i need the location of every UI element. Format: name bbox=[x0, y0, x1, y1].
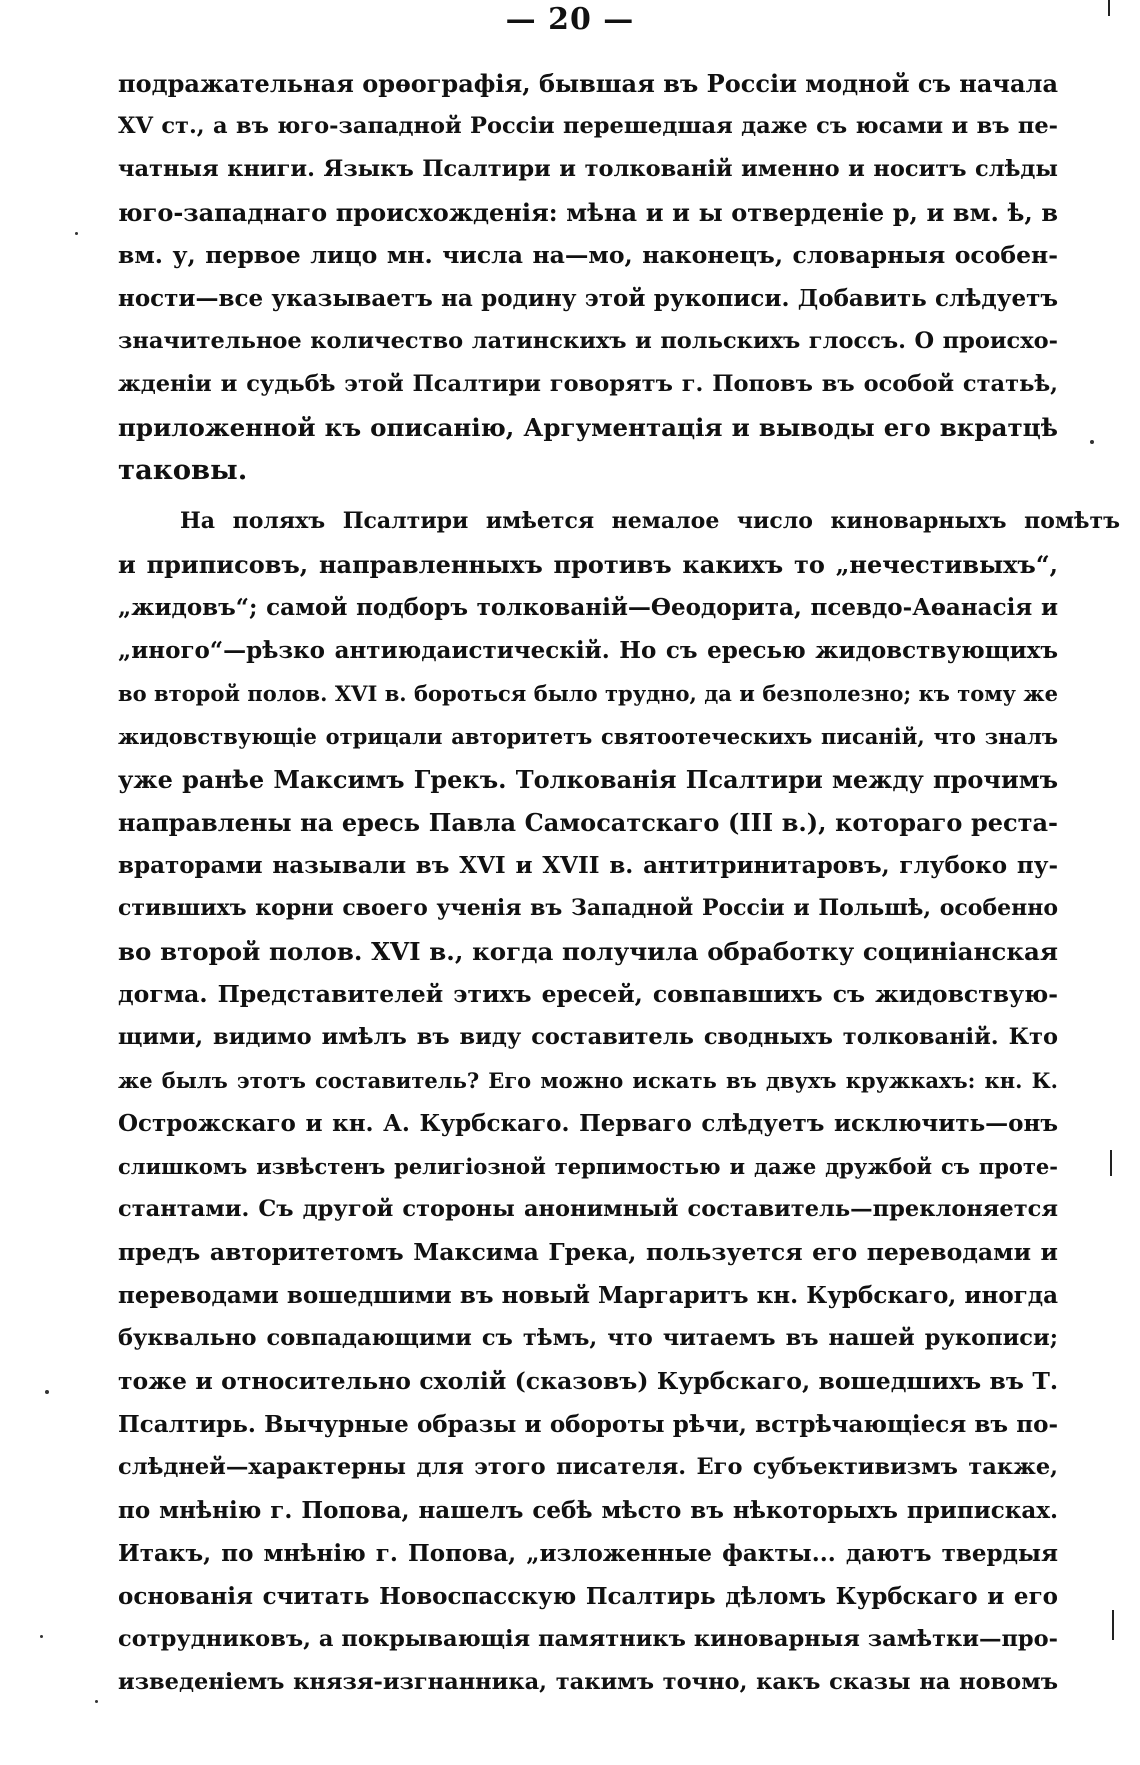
text-line: по мнѣнію г. Попова, нашелъ себѣ мѣсто въ нѣкоторыхъ приписках. bbox=[118, 1497, 1058, 1524]
scan-speck bbox=[40, 1635, 43, 1638]
scan-speck bbox=[75, 232, 78, 235]
text-line: во второй полов. XVI в. бороться было трудно, да и безполезно; къ тому же bbox=[118, 681, 1058, 706]
text-line: чатныя книги. Языкъ Псалтири и толкованій именно и носитъ слѣды bbox=[118, 156, 1058, 182]
text-line: слѣдней—характерны для этого писателя. Его субъективизмъ также, bbox=[118, 1454, 1058, 1480]
body-text bbox=[118, 62, 1120, 1704]
text-line: уже ранѣе Максимъ Грекъ. Толкованія Псалтири между прочимъ bbox=[118, 765, 1058, 794]
text-line: подражательная орѳографія, бывшая въ Россіи модной съ начала bbox=[118, 69, 1058, 98]
text-line: жденіи и судьбѣ этой Псалтири говорятъ г. Поповъ въ особой статьѣ, bbox=[118, 371, 1058, 397]
text-line: и приписовъ, направленныхъ противъ какихъ то „нечестивыхъ“, bbox=[118, 550, 1058, 579]
scan-speck bbox=[45, 1390, 49, 1394]
text-line: предъ авторитетомъ Максима Грека, пользуется его переводами и bbox=[118, 1238, 1058, 1266]
text-line: XV ст., а въ юго-западной Россіи перешедшая даже съ юсами и въ пе- bbox=[118, 113, 1058, 139]
scan-edge-mark bbox=[1112, 1610, 1114, 1640]
text-line: ности—все указываетъ на родину этой рукописи. Добавить слѣдуетъ bbox=[118, 285, 1058, 312]
scan-edge-mark bbox=[1108, 0, 1110, 16]
text-line: сотрудниковъ, а покрывающія памятникъ киноварныя замѣтки—про- bbox=[118, 1626, 1058, 1652]
text-line: тоже и относительно схолій (сказовъ) Курбскаго, вошедшихъ въ Т. bbox=[118, 1367, 1058, 1395]
text-line: значительное количество латинскихъ и польскихъ глоссъ. О происхо- bbox=[118, 328, 1058, 354]
text-line: стившихъ корни своего ученія въ Западной Россіи и Польшѣ, особенно bbox=[118, 895, 1058, 921]
text-line: таковы. bbox=[118, 454, 248, 486]
text-line: приложенной къ описанію, Аргументація и выводы его вкратцѣ bbox=[118, 413, 1058, 442]
text-line: направлены на ересь Павла Самосатскаго (III в.), котораго рестa- bbox=[118, 808, 1058, 837]
page-number: — 20 — bbox=[505, 2, 635, 37]
text-line: жидовствующіе отрицали авторитетъ святоотеческихъ писаній, что зналъ bbox=[118, 724, 1058, 749]
paragraph-gap bbox=[118, 492, 1058, 500]
text-line: догма. Представителей этихъ ересей, совпавшихъ съ жидовствую- bbox=[118, 980, 1058, 1008]
text-line: изведеніемъ князя-изгнанника, такимъ точно, какъ сказы на новомъ bbox=[118, 1669, 1058, 1695]
paragraph bbox=[118, 500, 1120, 1704]
scan-speck bbox=[1090, 440, 1094, 444]
text-line: юго-западнаго происхожденія: мѣна и и ы отверденіе р, и вм. ѣ, в bbox=[118, 198, 1058, 227]
text-line: основанія считать Новоспасскую Псалтирь дѣломъ Курбскаго и его bbox=[118, 1583, 1058, 1610]
text-line: Острожскаго и кн. А. Курбскаго. Перваго слѣдуетъ исключить—онъ bbox=[118, 1110, 1058, 1137]
scan-speck bbox=[95, 1700, 98, 1703]
text-line: „иного“—рѣзко антиюдаистическій. Но съ ересью жидовствующихъ bbox=[118, 637, 1058, 664]
text-line: буквально совпадающими съ тѣмъ, что читаемъ въ нашей рукописи; bbox=[118, 1325, 1058, 1351]
text-line: слишкомъ извѣстенъ религіозной терпимостью и даже дружбой съ проте- bbox=[118, 1154, 1058, 1179]
text-line: вм. у, первое лицо мн. числа на—мо, наконецъ, словарныя особен- bbox=[118, 241, 1058, 269]
scan-edge-mark bbox=[1110, 1150, 1112, 1176]
text-line: стантами. Съ другой стороны анонимный составитель—преклоняется bbox=[118, 1196, 1058, 1222]
paragraph bbox=[118, 62, 1058, 492]
text-line: щими, видимо имѣлъ въ виду составитель сводныхъ толкованій. Кто bbox=[118, 1024, 1058, 1050]
text-line: Итакъ, по мнѣнію г. Попова, „изложенные факты... даютъ твердыя bbox=[118, 1540, 1058, 1567]
text-line: же былъ этотъ составитель? Его можно искать въ двухъ кружкахъ: кн. К. bbox=[118, 1068, 1058, 1093]
text-line: На поляхъ Псалтири имѣется немалое число киноварныхъ помѣтъ bbox=[180, 508, 1120, 534]
text-line: переводами вошедшими въ новый Маргаритъ кн. Курбскаго, иногда bbox=[118, 1282, 1058, 1309]
text-line: Псалтирь. Вычурные образы и обороты рѣчи, встрѣчающіеся въ по- bbox=[118, 1411, 1058, 1438]
text-line: „жидовъ“; самой подборъ толкованій—Ѳеодорита, псевдо-Аѳанасія и bbox=[118, 594, 1058, 621]
text-line: во второй полов. XVI в., когда получила обработку социніанская bbox=[118, 937, 1058, 966]
text-line: враторами называли въ XVI и XVII в. антитринитаровъ, глубоко пу- bbox=[118, 852, 1058, 879]
